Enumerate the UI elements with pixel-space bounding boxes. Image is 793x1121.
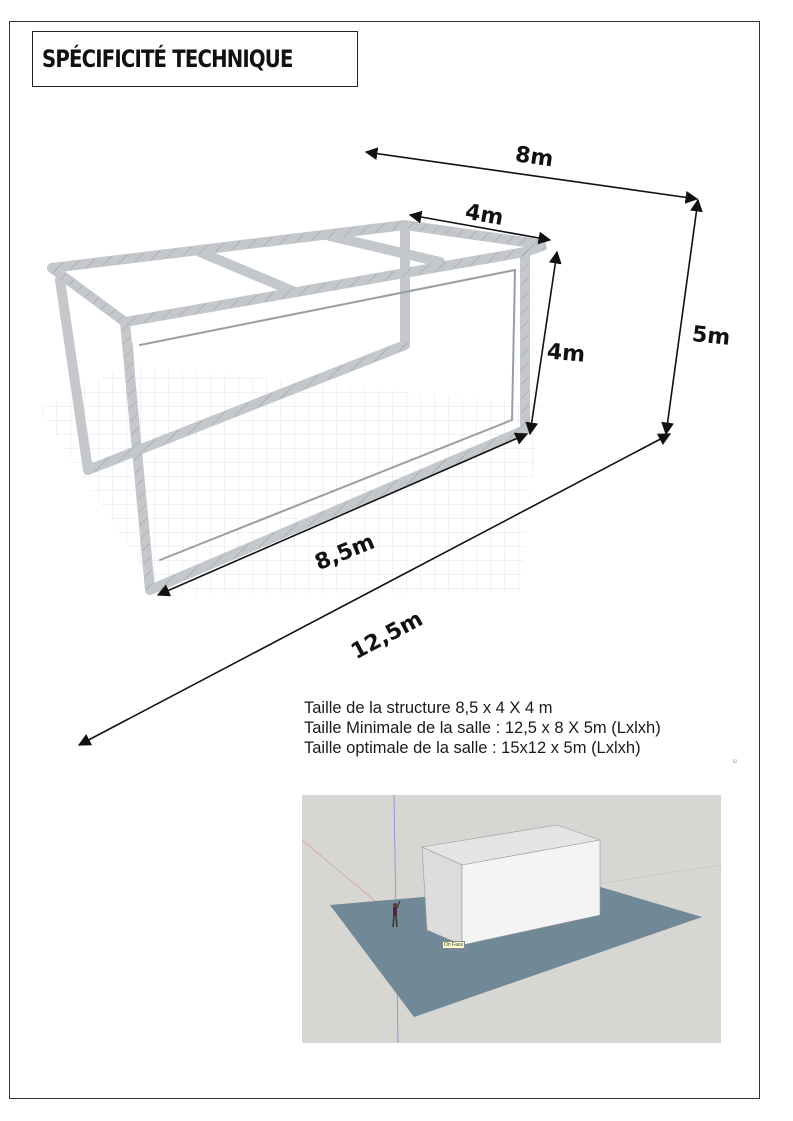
- spec-min-room-size: Taille Minimale de la salle : 12,5 x 8 X 5m (Lxlxh): [304, 719, 661, 737]
- floor-grid: [38, 365, 540, 595]
- dim-label-room-height: 5m: [690, 321, 732, 351]
- onface-tooltip: On Face: [444, 942, 464, 948]
- dim-label-8m: 8m: [513, 142, 555, 173]
- dim-label-length: 8,5m: [311, 529, 379, 576]
- spec-structure-size: Taille de la structure 8,5 x 4 X 4 m: [304, 699, 553, 717]
- spec-text: [304, 698, 661, 758]
- dim-label-height: 4m: [545, 339, 587, 368]
- page-title: SPÉCIFICITÉ TECHNIQUE: [42, 45, 293, 73]
- spec-optimal-room-size: Taille optimale de la salle : 15x12 x 5m (Lxlxh): [304, 739, 641, 757]
- 3d-render-view: [302, 795, 721, 1043]
- dim-label-room-length: 12,5m: [347, 606, 428, 665]
- dim-label-depth: 4m: [463, 199, 506, 231]
- footnote-mark: υ: [733, 758, 737, 765]
